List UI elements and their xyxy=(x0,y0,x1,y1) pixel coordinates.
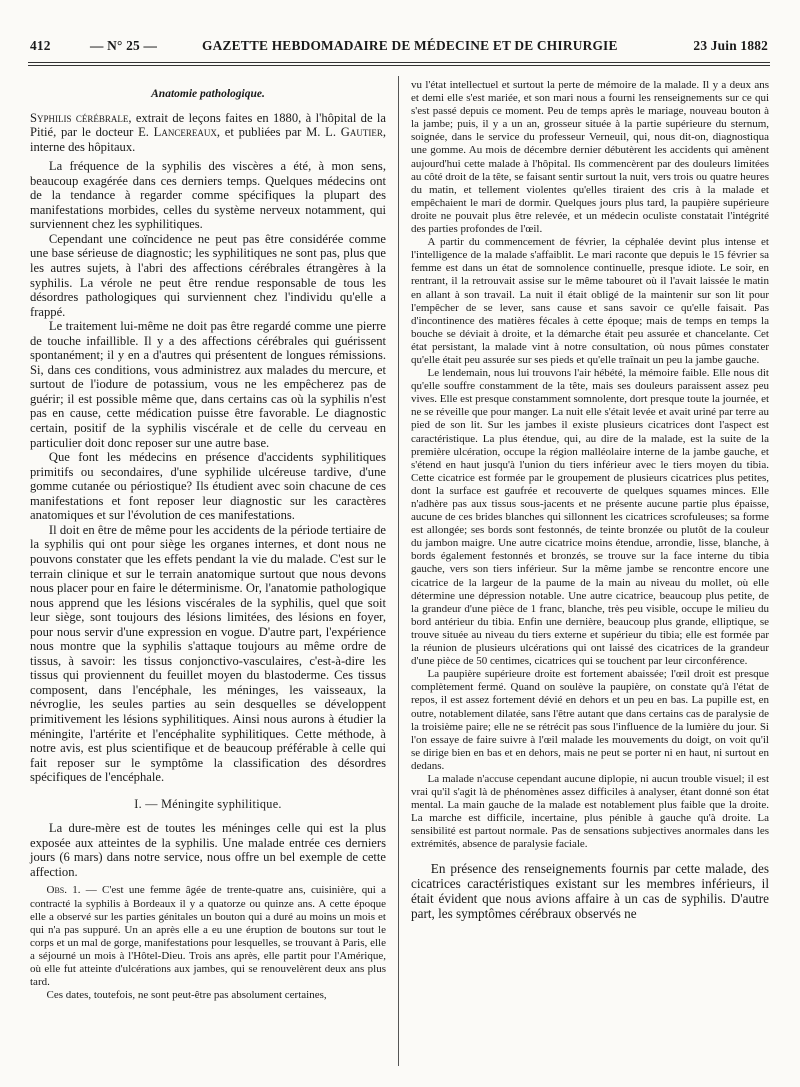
paragraph: Cependant une coïncidence ne peut pas être considérée comme une base sérieuse de diagnostic; les syphilitiques ne sont pas, plus que les autres sujets, à l'abri des affections cérébrales étrangères à la syphilis. La vérole ne peut être rendue responsable de tous les désordres pathologiques qui surviennent chez l'individu qu'elle a frappé. xyxy=(30,231,386,319)
paragraph: La dure-mère est de toutes les méninges celle qui est la plus exposée aux atteintes de la syphilis. Une malade entrée ces derniers jours (6 mars) dans notre service, nous offre un bel exemple de cette affection. xyxy=(30,821,386,879)
chapter-title: I. — Méningite syphilitique. xyxy=(134,796,282,811)
observation-label: Obs. 1. xyxy=(46,884,81,897)
paragraph: Le lendemain, nous lui trouvons l'air hébété, la mémoire faible. Elle nous dit qu'elle souffre constamment de la tête, mais ses douleurs paraissent assez peu vives. Elle est presque constamment somnolente, dort presque toute la journée, et ne se réveille que pour manger. La nuit elle s'était levée et avait uriné par terre au pied de son lit. Sur les jambes il existe plusieurs cicatrices dont l'aspect est caractéristique. La plus étendue, qui, au dire de la malade, est la suite de la première ulcération, occupe la région malléolaire interne de la jambe gauche, et s'étend en haut jusqu'à l'union du tiers inférieur avec le tiers moyen du tibia. Cette cicatrice est formée par le groupement de plusieurs cicatrices plus petites, dont la surface est gaufrée et recouverte de quelques squames minces. Elle n'adhère pas aux tissus sous-jacents et ne présente aucune partie plus épaisse, aucune de ces brides blanches qui sillonnent les cicatrices scrofuleuses; sa forme est allongée; ses bords sont festonnés, de teinte bronzée ou plutôt de la couleur du jambon maigre. Une autre cicatrice moins étendue, arrondie, lisse, blanche, à bords également festonnés et bronzés, se trouve sur la face interne du tibia gauche, vers son tiers inférieur. Sur la même jambe se rencontre encore une cicatrice de la largeur de la paume de la main au niveau du mollet, où elle détermine une dépression notable. Une autre cicatrice, beaucoup plus petite, de la grandeur d'une pièce de 1 franc, blanche, très peu visible, occupe le milieu du bord antérieur du tibia. Enfin une dernière, beaucoup plus grande, elliptique, se trouve située au niveau du tiers externe et supérieur du tibia; elle est formée par la réunion de plusieurs ulcérations qui ont laissé des cicatrices de la grandeur d'une pièce de 50 centimes, cicatrices qui se touchent par leur circonférence. xyxy=(411,367,770,668)
paragraph: Il doit en être de même pour les accidents de la période tertiaire de la syphilis qui ont pour siège les organes internes, et dont nous ne pouvons constater que les effets pendant la vie du malade. C'est sur le terrain clinique et sur le terrain anatomique surtout que nous devons nous placer pour en faire le déterminisme. Or, l'anatomie pathologique nous apprend que les lésions viscérales de la syphilis, quel que soit leur siège, sont toujours des lésions limitées, des lésions en foyer, pour nous servir d'une expression en vogue. D'autre part, l'expérience nous montre que la syphilis s'attaque toujours au même ordre de tissus, à savoir: les tissus conjonctivo-vasculaires, c'est-à-dire les tissus qui proviennent du feuillet moyen du blastoderme. Ces tissus composent, dans l'encéphale, les méninges, les vaisseaux, la névroglie, les seules parties au sein desquelles se développent primitivement les lésions syphilitiques. Ainsi nous aurons à étudier la méningite, l'artérite et l'encéphalite syphilitiques. Cette méthode, à notre avis, est plus scientifique et de beaucoup préférable à celle qui fait reposer sur le symptôme la classification des désordres spécifiques de l'encéphale. xyxy=(30,522,386,785)
lead-text: , extrait de leçons faites en 1880, à l'hôpital de la Pitié, par le docteur xyxy=(30,110,386,140)
paragraph: vu l'état intellectuel et surtout la perte de mémoire de la malade. Il y a deux ans et demi elle s'est mariée, et son mari nous a fourni les renseignements sur ce qui s'est passé depuis ce moment. Peu de temps après le mariage, nouveau bouton à la jambe; puis, il y a un an, grosseur située à la partie supérieure du sternum, soignée, dans le service du professeur Verneuil, qui, nous dit-on, diagnostiqua une gomme. Au mois de décembre dernier débutèrent les accidents qui amènent aujourd'hui cette malade à l'hôpital. Ils commencèrent par des douleurs limitées au côté droit de la tête, se faisant sentir surtout la nuit, vers trois ou quatre heures du matin, et tellement violentes qu'elles tiraient des cris à la malade et empêchaient le mari de dormir. Quelques jours plus tard, la paupière supérieure droite ne pouvait plus être relevée, et un médecin oculiste constatait l'intégrité des parties profondes de l'œil. xyxy=(411,79,769,236)
author-name: E. Lancereaux xyxy=(138,125,217,140)
article-title: Syphilis cérébrale xyxy=(30,110,129,125)
observation xyxy=(30,884,386,989)
paragraph: Le traitement lui-même ne doit pas être regardé comme une pierre de touche infaillible. Il y a des affections cérébrales qui guérissent spontanément; il y en a d'autres qui présentent de longues rémissions. Si, dans ces conditions, vous administrez aux malades du mercure, et surtout de l'iodure de potassium, vous ne les empêcherez pas de guérir; il est possible même que, dans certains cas où la syphilis n'est pas en cause, cette médication puisse être favorable. Le diagnostic certain, positif de la syphilis viscérale et de celle du cerveau en particulier doit donc reposer sur une autre base. xyxy=(30,319,386,450)
lead-text-2: , et publiées par M. xyxy=(216,125,326,140)
left-column xyxy=(30,79,386,1002)
header-rule-top xyxy=(28,62,770,63)
header-rule-bottom xyxy=(28,65,770,66)
article-lead xyxy=(30,111,386,155)
closing-paragraph: En présence des renseignements fournis par cette malade, des cicatrices caractéristiques existant sur les membres inférieurs, il était évident que nous avions affaire à un cas de syphilis. D'autre part, les symptômes cérébraux observés ne xyxy=(411,860,769,921)
paragraph: La malade n'accuse cependant aucune diplopie, ni aucun trouble visuel; il est vrai qu'il s'agit là de phénomènes assez difficiles à analyser, étant donné son état mental. La main gauche de la malade est notablement plus faible que la droite. La marche est difficile, incertaine, plus pénible à gauche qu'à droite. La sensibilité est partout normale. Pas de sensations subjectives anormales dans les extrémités, absence de paralysie faciale. xyxy=(411,772,769,851)
observation-continued: Ces dates, toutefois, ne sont peut-être pas absolument certaines, xyxy=(46,989,327,1002)
observation-text: — C'est une femme âgée de trente-quatre ans, cuisinière, qui a contracté la syphilis à Bordeaux il y a quatorze ou quinze ans. A cette époque elle a observé sur les parties génitales un bouton qui a duré au moins un mois et qui n'a pas suppuré. Un an après elle a eu une éruption de boutons sur tout le corps et un mal de gorge, manifestations pour lesquelles, se trouvant à Paris, elle a séjourné un mois à l'Hôtel-Dieu. Trois ans après, elle partit pour l'Amérique, où elle fut atteinte d'ulcérations aux jambes, qui se renouvelèrent deux ans plus tard. xyxy=(30,884,386,989)
page-header xyxy=(30,38,768,58)
right-column xyxy=(411,79,769,921)
journal-title: GAZETTE HEBDOMADAIRE DE MÉDECINE ET DE CHIRURGIE xyxy=(202,38,618,53)
section-title: Anatomie pathologique. xyxy=(151,88,265,100)
lead-text-3: , interne des hôpitaux. xyxy=(30,125,386,154)
editor-name: L. Gautier xyxy=(325,125,383,140)
issue-date: 23 Juin 1882 xyxy=(693,38,768,53)
page-number: 412 xyxy=(30,38,51,53)
paragraph: Que font les médecins en présence d'accidents syphilitiques primitifs ou secondaires, d'une syphilide ulcéreuse tardive, d'une gomme cutanée ou périostique? Ils étudient avec soin chacune de ces manifestations et font reposer leur diagnostic sur les caractères anatomiques et sur l'évolution de ces manifestations. xyxy=(30,450,386,523)
column-divider xyxy=(398,76,399,1066)
paragraph: A partir du commencement de février, la céphalée devint plus intense et l'intelligence de la malade s'affaiblit. Le mari raconte que depuis le 15 février sa femme est dans un état de somnolence continuelle, presque idiote. Le soir, en rentrant, il la retrouvait assise sur le même tabouret où il l'avait laissée le matin en allant à son travail. La nuit il était obligé de la maintenir sur son lit pour l'empêcher de se lever, sans cause et sans savoir ce qu'elle faisait. Pas d'incontinence des matières fécales à cette époque; mais de temps en temps la bouche se déviait à droite, et la démarche était peu assurée et chancelante. Cet état persistant, la malade vint à notre consultation, où nous pûmes constater qu'elle était peu assurée sur ses pieds et qu'elle traînait un peu la jambe gauche. xyxy=(411,236,769,366)
paragraph: La paupière supérieure droite est fortement abaissée; l'œil droit est presque complètement fermé. Quand on soulève la paupière, on constate qu'à l'état de repos, il est assez fortement dévié en dehors et un peu en bas. La pupille est, en outre, notablement dilatée, sans l'être autant que dans certains cas de paralysie de la troisième paire; elle ne se rétrécit pas sous l'influence de la lumière du jour. Si l'on essaye de faire suivre à l'œil malade les mouvements du doigt, on voit qu'il se dirige bien en bas et en dehors, mais ne peut se porter ni en haut, ni surtout en dedans. xyxy=(411,668,769,772)
paragraph: La fréquence de la syphilis des viscères a été, à mon sens, beaucoup exagérée dans ces derniers temps. Quelques médecins ont de la tendance à regarder comme spécifiques la plupart des manifestations morbides, celles du système nerveux notamment, qui surviennent chez les syphilitiques. xyxy=(30,159,386,232)
issue-number: — N° 25 — xyxy=(90,38,158,53)
